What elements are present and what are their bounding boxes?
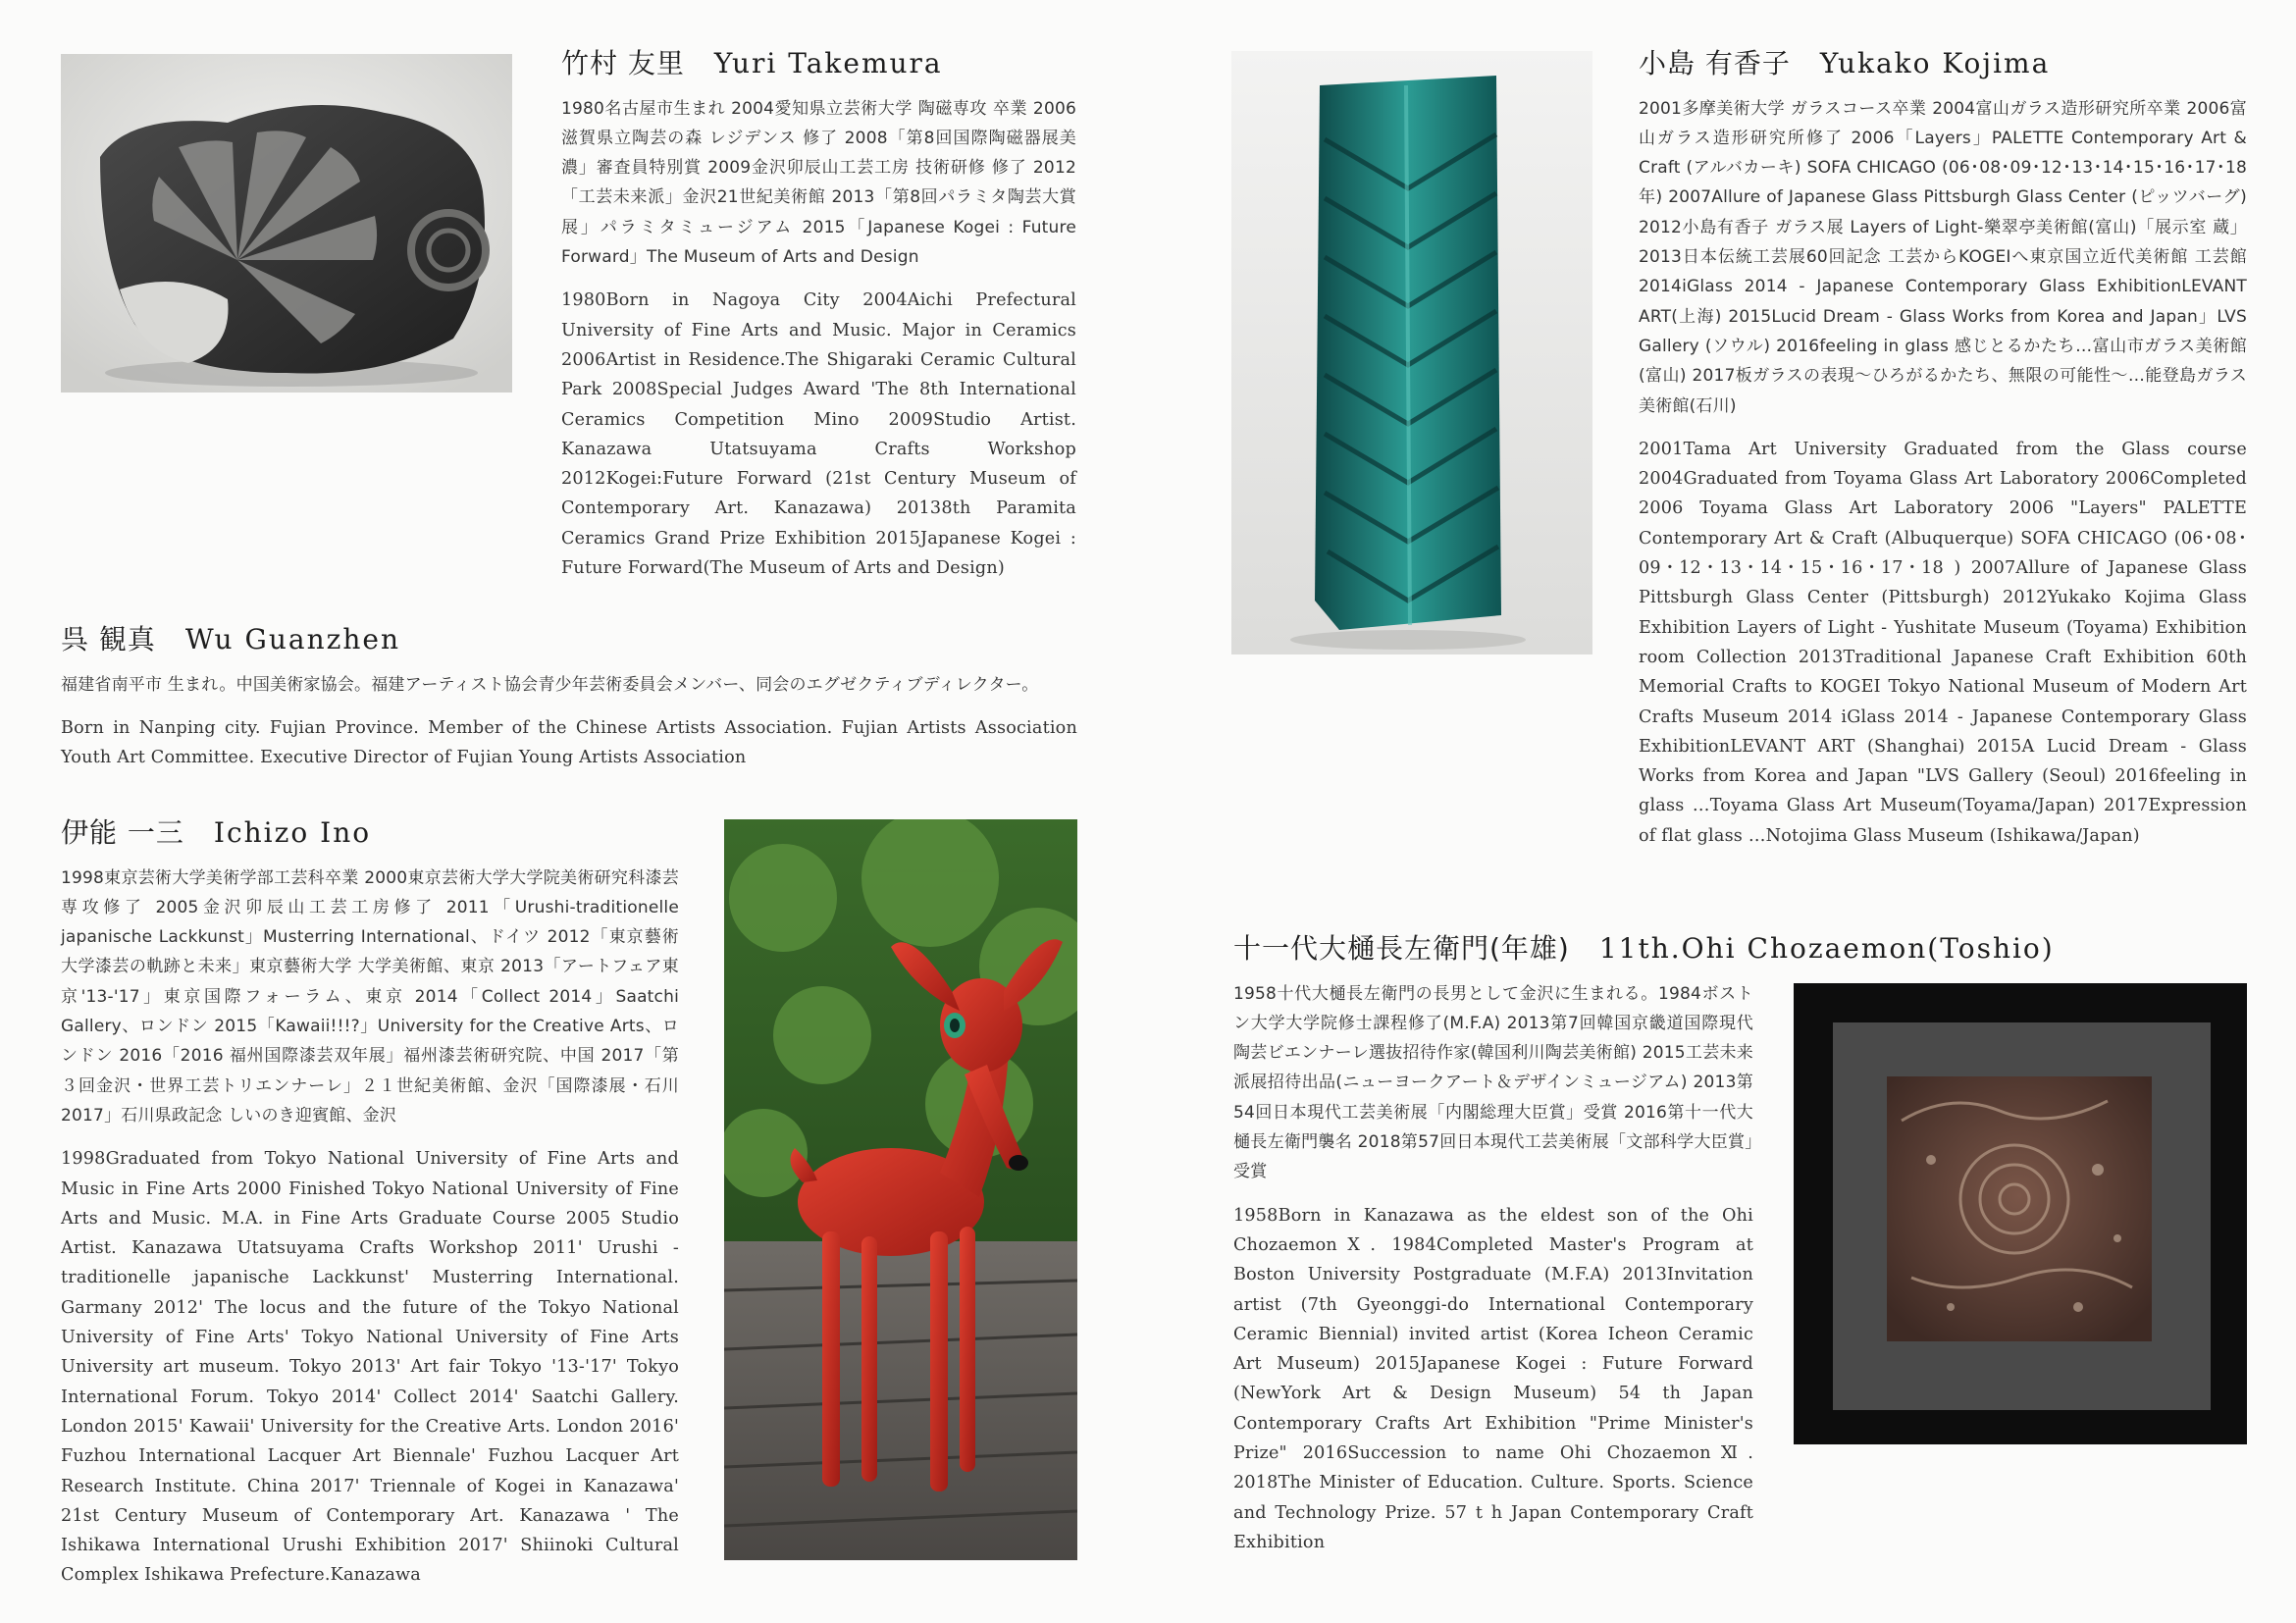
artist-bio-en: Born in Nanping city. Fujian Province. Member of the Chinese Artists Association. Fujian Artists Association Youth Art Committee. Executive Director of Fujian Young Artists Association	[61, 717, 1077, 768]
artist-bio-en: 1998Graduated from Tokyo National University of Fine Arts and Music in Fine Arts 2000 Finished Tokyo National University of Fine Arts and Music. M.A. in Fine Arts Graduate Course 2005 Studio Artist. Kanazawa Utatsuyama Crafts Workshop 2011' Urushi - traditionelle japanische Lackkunst' Musterring International. Garmany 2012' The locus and the future of the Tokyo National University of Fine Arts' Tokyo National University of Fine Arts University art museum. Tokyo 2013' Art fair Tokyo '13-'17' Tokyo International Forum. Tokyo 2014' Collect 2014' Saatchi Gallery. London 2015' Kawaii' University for the Creative Arts. London 2016' Fuzhou International Lacquer Art Biennale' Fuzhou Lacquer Art Research Institute. China 2017' Triennale of Kogei in Kanazawa' 21st Century Museum of Contemporary Art. Kanazawa ' The Ishikawa International Urushi Exhibition 2017' Shiinoki Cultural Complex Ishikawa Prefecture.Kanazawa	[61, 1149, 679, 1586]
artist-name-jp: 十一代大樋長左衛門(年雄)	[1233, 932, 1570, 965]
ceramic-bowl-photo	[61, 54, 512, 393]
ohi-plaque-photo	[1794, 983, 2247, 1444]
artist-name-en: Yukako Kojima	[1819, 47, 2051, 79]
takemura-ceramic-photo	[61, 54, 512, 393]
artist-bio-en: 1958Born in Kanazawa as the eldest son of the Ohi ChozaemonⅩ. 1984Completed Master's Program at Boston University Postgraduate (M.F.A) 2013Invitation artist (7th Gyeonggi-do International Contemporary Ceramic Biennial) invited artist (Korea Icheon Ceramic Art Museum) 2015Japanese Kogei : Future Forward (NewYork Art & Design Museum) 54 th Japan Contemporary Crafts Art Exhibition "Prime Minister's Prize" 2016Succession to name Ohi ChozaemonⅪ. 2018The Minister of Education. Culture. Sports. Science and Technology Prize. 57 t h Japan Contemporary Craft Exhibition	[1233, 1205, 1753, 1552]
artist-bio-jp: 1998東京芸術大学美術学部工芸科卒業 2000東京芸術大学大学院美術研究科漆芸専攻修了 2005金沢卯辰山工芸工房修了 2011「Urushi-traditionelle japanische Lackkunst」Musterring International、ドイツ 2012「東京藝術大学漆芸の軌跡と未来」東京藝術大学 大学美術館、東京 2013「アートフェア東京'13-'17」東京国際フォーラム、東京 2014「Collect 2014」Saatchi Gallery、ロンドン 2015「Kawaii!!!?」University for the Creative Arts、ロンドン 2016「2016 福州国際漆芸双年展」福州漆芸術研究院、中国 2017「第３回金沢・世界工芸トリエンナーレ」２１世紀美術館、金沢「国際漆展・石川2017」石川県政記念 しいのき迎賓館、金沢	[61, 867, 679, 1126]
artist-bio-en: 1980Born in Nagoya City 2004Aichi Prefectural University of Fine Arts and Music. Major in Ceramics 2006Artist in Residence.The Shigaraki Ceramic Cultural Park 2008Special Judges Award 'The 8th International Ceramics Competition Mino 2009Studio Artist. Kanazawa Utatsuyama Crafts Workshop 2012Kogei:Future Forward (21st Century Museum of Contemporary Art. Kanazawa) 20138th Paramita Ceramics Grand Prize Exhibition 2015Japanese Kogei : Future Forward(The Museum of Arts and Design)	[561, 290, 1076, 579]
artist-name-wu	[61, 623, 1077, 656]
artist-name-jp: 竹村 友里	[561, 47, 685, 79]
artist-name-jp: 小島 有香子	[1639, 47, 1791, 79]
artist-bio-jp: 福建省南平市 生まれ。中国美術家協会。福建アーティスト協会青少年芸術委員会メンバー、同会のエグゼクティブディレクター。	[61, 674, 1039, 695]
artist-name-ino	[61, 816, 679, 850]
artist-bio-jp: 1958十代大樋長左衛門の長男として金沢に生まれる。1984ボストン大学大学院修士課程修了(M.F.A) 2013第7回韓国京畿道国際現代陶芸ビエンナーレ選抜招待作家(韓国利川陶芸美術館) 2015工芸未来派展招待出品(ニューヨークアート＆デザインミュージアム) 2013第54回日本現代工芸美術展「内閣総理大臣賞」受賞 2016第十一代大樋長左衛門襲名 2018第57回日本現代工芸美術展「文部科学大臣賞」受賞	[1233, 983, 1753, 1182]
artist-name-en: 11th.Ohi Chozaemon(Toshio)	[1598, 932, 2055, 965]
artist-name-kojima	[1639, 47, 2247, 80]
artist-name-en: Ichizo Ino	[213, 816, 372, 849]
artist-name-en: Yuri Takemura	[713, 47, 943, 79]
ceramic-plaque-photo	[1794, 983, 2247, 1444]
ino-deer-photo	[724, 819, 1077, 1560]
artist-name-takemura	[561, 47, 1076, 80]
artist-name-jp: 呉 観真	[61, 623, 156, 655]
kojima-glass-photo	[1231, 51, 1592, 654]
lacquer-deer-photo	[724, 819, 1077, 1560]
artist-name-en: Wu Guanzhen	[184, 623, 400, 655]
artist-name-jp: 伊能 一三	[61, 816, 184, 849]
artist-name-ohi	[1233, 932, 2055, 966]
artist-bio-jp: 2001多摩美術大学 ガラスコース卒業 2004富山ガラス造形研究所卒業 2006富山ガラス造形研究所修了 2006「Layers」PALETTE Contemporary Art & Craft (アルバカーキ) SOFA CHICAGO (06･08･09･12･13･14･15･16･17･18 年) 2007Allure of Japanese Glass Pittsburgh Glass Center (ピッツバーグ) 2012小島有香子 ガラス展 Layers of Light-樂翠亭美術館(富山)「展示室 蔵」2013日本伝統工芸展60回記念 工芸からKOGEIへ東京国立近代美術館 工芸館 2014iGlass 2014 - Japanese Contemporary Glass ExhibitionLEVANT ART(上海) 2015Lucid Dream - Glass Works from Korea and Japan」LVS Gallery (ソウル) 2016feeling in glass 感じとるかたち…富山市ガラス美術館(富山) 2017板ガラスの表現～ひろがるかたち、無限の可能性～…能登島ガラス美術館(石川)	[1639, 98, 2247, 416]
artist-bio-jp: 1980名古屋市生まれ 2004愛知県立芸術大学 陶磁専攻 卒業 2006滋賀県立陶芸の森 レジデンス 修了 2008「第8回国際陶磁器展美濃」審査員特別賞 2009金沢卯辰山工芸工房 技術研修 修了 2012「工芸未来派」金沢21世紀美術館 2013「第8回パラミタ陶芸大賞展」パラミタミュージアム 2015「Japanese Kogei : Future Forward」The Museum of Arts and Design	[561, 98, 1076, 268]
glass-vase-photo	[1231, 51, 1592, 654]
artist-bio-en: 2001Tama Art University Graduated from the Glass course 2004Graduated from Toyama Glass Art Laboratory 2006Completed 2006 Toyama Glass Art Laboratory 2006 "Layers" PALETTE Contemporary Art & Craft (Albuquerque) SOFA CHICAGO (06･08･09･12･13･14･15･16･17･18 ) 2007Allure of Japanese Glass Pittsburgh Glass Center (Pittsburgh) 2012Yukako Kojima Glass Exhibition Layers of Light - Yushitate Museum (Toyama) Exhibition room Collection 2013Traditional Japanese Craft Exhibition 60th Memorial Crafts to KOGEI Tokyo National Museum of Modern Art Crafts Museum 2014 iGlass 2014 - Japanese Contemporary Glass ExhibitionLEVANT ART (Shanghai) 2015A Lucid Dream - Glass Works from Korea and Japan "LVS Gallery (Seoul) 2016feeling in glass …Toyama Glass Art Museum(Toyama/Japan) 2017Expression of flat glass …Notojima Glass Museum (Ishikawa/Japan)	[1639, 439, 2247, 846]
